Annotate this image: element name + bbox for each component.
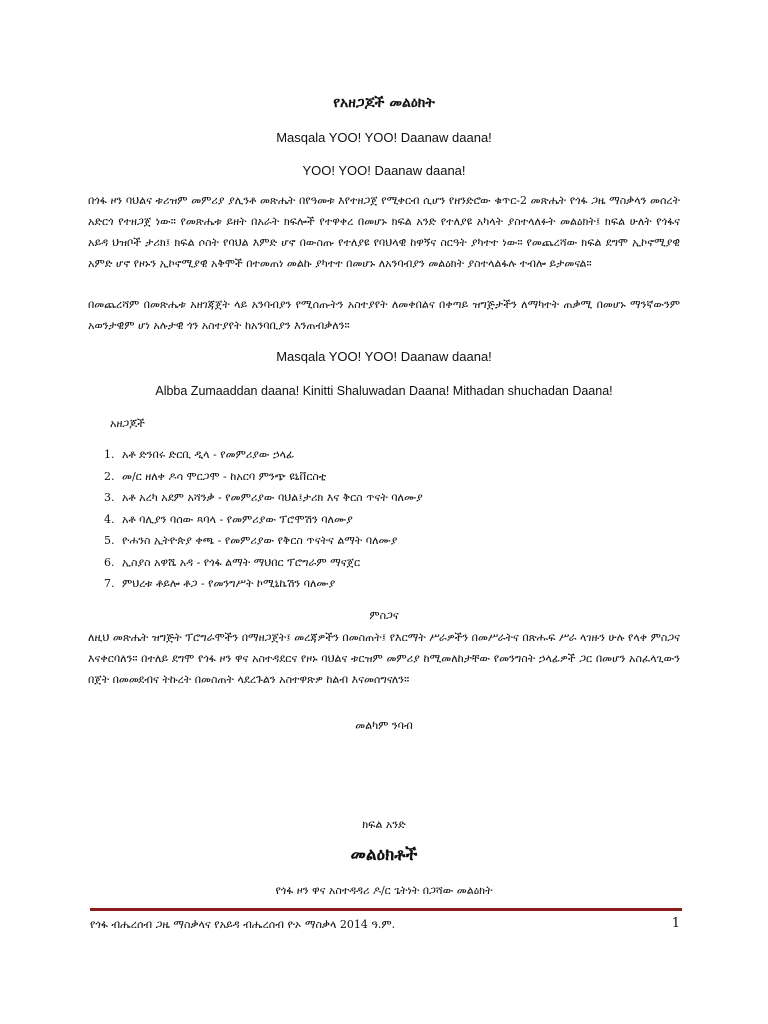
intro-paragraph: በጎፋ ዞን ባህልና ቱሪዝም መምሪያ ያሊንቶ መጽሔት በየዓመቱ እየተዘጋጀ የሚቀርብ ሲሆን የዘንድሮው ቁጥር-2 መጽሔት የጎፋ ጋዜ ማስቃላን መሰረት አድርጎ የተዘጋጀ ነው። የመጽሔቱ ይዘት በአራት ክፍሎች የተዋቀረ በመሆኑ ክፍል አንድ የተለያዩ አካላት ያስተላለፉት መልዕክት፤ ክፍል ሁለት የጎፋና አይዳ ህዝቦች ታሪክ፤ ክፍል ሶስት የባህል እምድ ሆኖ በውስጡ የተለያዩ የባህላዊ ከዋኝና ስርዓት ያካተተ ነው። የመጨረሻው ክፍል ደግሞ ኢኮኖሚያዊ አምድ ሆኖ የዞኑን ኢኮኖሚያዊ አቅሞች በተመጠነ መልኩ ያካተተ በመሆኑ ለአንባብያን መልዕክት ያስተላልፋሉ ተብሎ ይታመናል። xyxy=(88,194,680,270)
list-item: 3. አቶ አረካ አደም አሻንቃ - የመምሪያው ባህል፤ታሪክ እና ቅርስ ጥናት ባለሙያ xyxy=(118,487,658,509)
list-item: 4. አቶ ባሊያን ባሰው ጻባላ - የመምሪያው ፕሮሞሽን ባለሙያ xyxy=(118,509,658,531)
list-item: 6. ኢስያስ አዋሼ አዳ - የጎፋ ልማት ማህበር ፕሮግራም ማናጀር xyxy=(118,552,658,574)
thanks-title: ምስጋና xyxy=(369,609,399,622)
slogan-2: YOO! YOO! Daanaw daana! xyxy=(302,163,466,178)
footer-text: የጎፋ ብሔረሰብ ጋዜ ማስቃላና የአይዳ ብሔረሰብ ዮኦ ማስቃላ 2014 ዓ.ም. xyxy=(90,918,396,931)
section-label: ክፍል አንድ xyxy=(362,818,406,831)
list-item: 1. አቶ ድንበሩ ድርቢ ዲላ - የመምሪያው ኃላፊ xyxy=(118,444,658,466)
feedback-paragraph: በመጨረሻም በመጽሔቱ አዘገጃጀት ላይ አንባብያን የሚሰጡትን አስተያየት ለመቀበልና በቀጣይ ዝግጅታችን ለማካተት ጠቃሚ በመሆኑ ማንኛውንም አወንታዊም ሆነ አሉታዊ ጎን አስተያየት ከአንባቢያን እንጠብቃለን። xyxy=(88,298,680,332)
document-title: የአዘጋጆች መልዕክት xyxy=(333,95,435,111)
list-item: 7. ምህረቱ ቶይሎ ቶጋ - የመንግሥት ኮሚኒኬሽን ባለሙያ xyxy=(118,573,658,595)
organizers-label: አዘጋጆች xyxy=(110,417,145,430)
closing-text: መልካም ንባብ xyxy=(355,719,413,732)
organizers-list xyxy=(100,444,658,595)
footer-rule xyxy=(90,908,682,911)
thanks-paragraph: ለዚህ መጽሔት ዝግጅት ፕሮግራሞችን በማዘጋጀት፤ መረጃዎችን በመስጠት፤ የእርማት ሥራዎችን በመሥራትና በጽሑፍ ሥራ ላገዙን ሁሉ የላቀ ምስጋና እናቀርባለን። በተለይ ደግሞ የጎፋ ዞን ዋና አስተዳደርና የዞኑ ባህልና ቱርዝም መምሪያ ከሚመለከታቸው የመንግስት ኃላፊዎች ጋር በመሆን አስፈላጊውን በጀት በመመደብና ትኩረት በመስጠት ላደረጉልን አስተዋጽዎ ከልብ እናመሰግናለን። xyxy=(88,631,680,686)
slogan-1: Masqala YOO! YOO! Daanaw daana! xyxy=(276,130,492,145)
section-subtitle: የጎፋ ዞን ዋና አስተዳዳሪ ዶ/ር ጌትነት በጋሻው መልዕክት xyxy=(275,884,493,897)
list-item: 2. መ/ር ዘለቀ ዶሳ ሞርጋሞ - ከአርባ ምንጭ ዩኒቨርስቲ xyxy=(118,466,658,488)
section-title: መልዕክቶች xyxy=(350,845,418,865)
list-item: 5. ዮሐንስ ኢትዮጵያ ቀጫ - የመምሪያው የቅርስ ጥናትና ልማት ባለሙያ xyxy=(118,530,658,552)
page-number: 1 xyxy=(671,916,680,931)
slogan-4: Albba Zumaaddan daana! Kinitti Shaluwadan Daana! Mithadan shuchadan Daana! xyxy=(155,384,613,398)
slogan-3: Masqala YOO! YOO! Daanaw daana! xyxy=(276,349,492,364)
